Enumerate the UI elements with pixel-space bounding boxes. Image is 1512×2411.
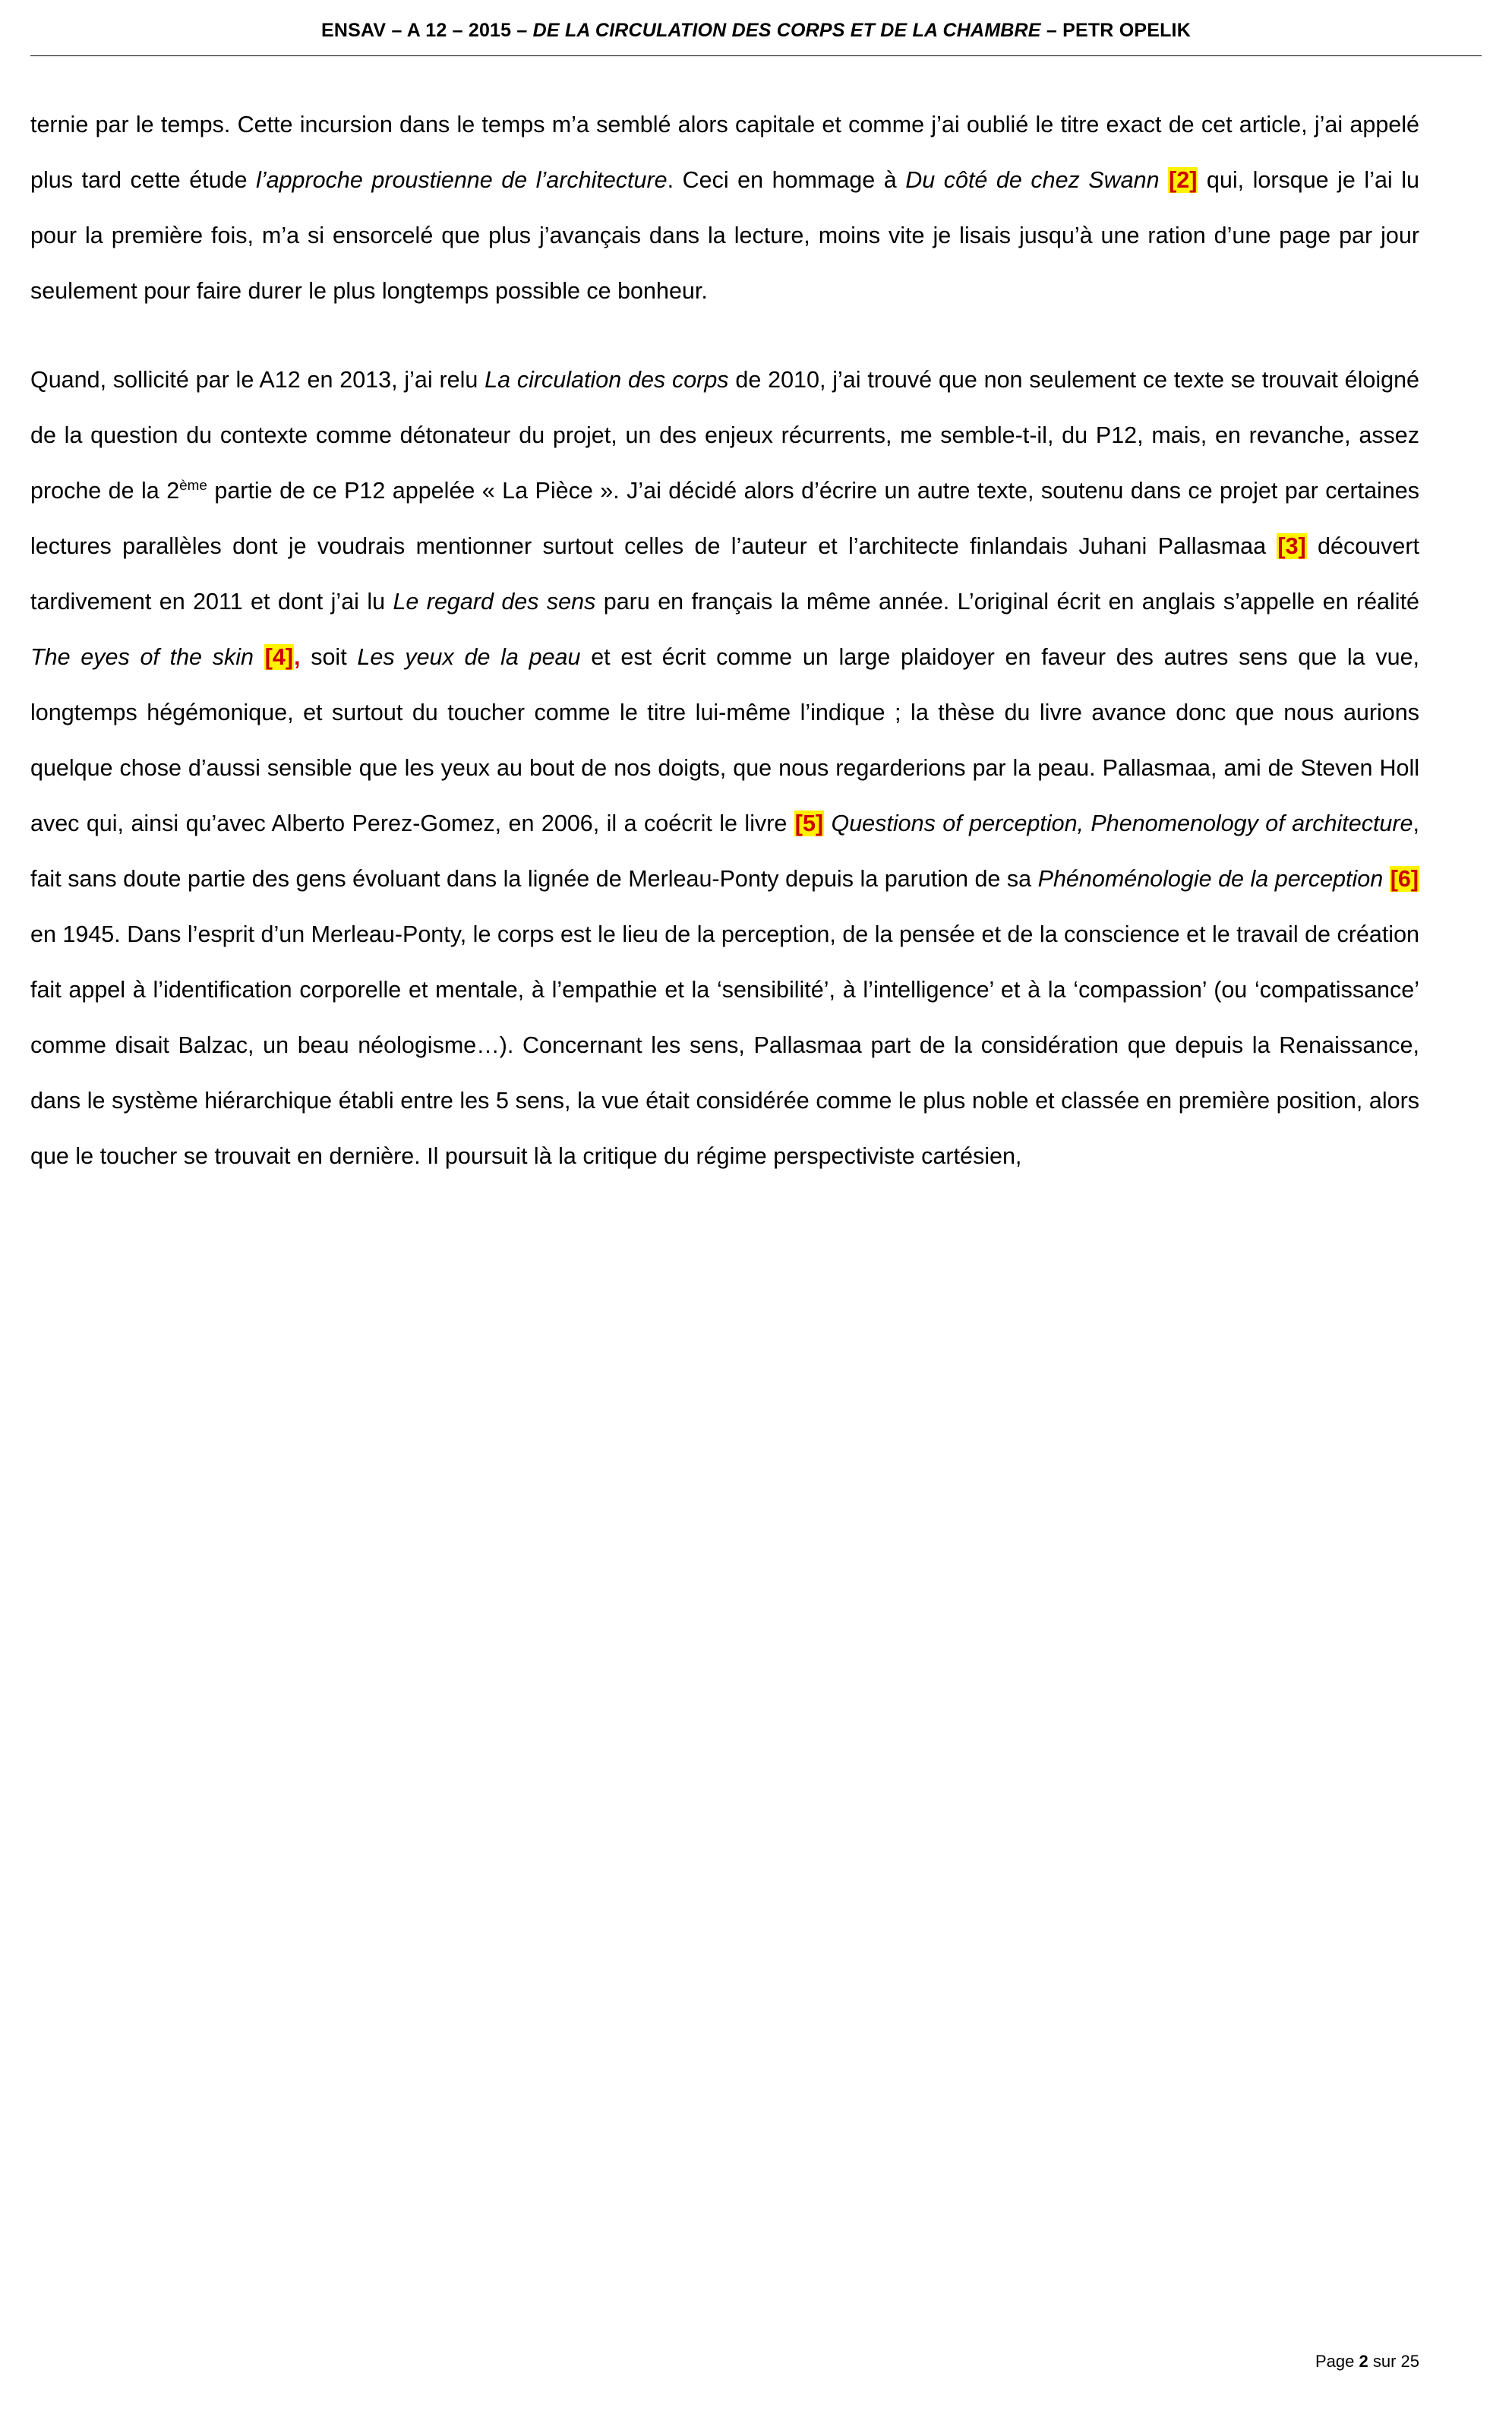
italic-run: l’approche proustienne de l’architecture xyxy=(256,167,668,193)
text-run: de 2010, j’ai trouvé que non seulement ce texte se trouvait éloigné de la question du contexte comme détonateur du projet, un des enjeux récurrents, me semble-t-il, du P12, mais, en revanche, assez proche de la 2 xyxy=(30,367,1419,504)
italic-run: Questions of perception, Phenomenology of architecture xyxy=(831,811,1413,836)
header-title: DE LA CIRCULATION DES CORPS ET DE LA CHAMBRE xyxy=(532,20,1041,41)
text-run xyxy=(824,811,831,836)
footer-prefix: Page xyxy=(1315,2352,1359,2371)
italic-run: The eyes of the skin xyxy=(30,644,254,670)
text-run: , fait sans doute partie des gens évoluant dans la lignée de Merleau-Ponty depuis la parution de sa xyxy=(30,811,1419,892)
text-run: ternie par le temps. Cette incursion dans le temps m’a semblé alors capitale et comme j’ai oublié le titre exact de cet article, j’ai appelé plus tard cette étude xyxy=(30,112,1419,193)
superscript-run: ème xyxy=(179,477,207,494)
text-run: et est écrit comme un large plaidoyer en faveur des autres sens que la vue, longtemps hégémonique, et surtout du toucher comme le titre lui-même l’indique ; la thèse du livre avance donc que nous aurions quelque chose d’aussi sensible que les yeux au bout de nos doigts, que nous regarderions par la peau. Pallasmaa, ami de Steven Holl avec qui, ainsi qu’avec Alberto Perez-Gomez, en 2006, il a coécrit le livre xyxy=(30,644,1420,836)
text-run: soit xyxy=(300,644,358,670)
reference-marker: [6] xyxy=(1390,866,1419,892)
text-run: qui, lorsque je l’ai lu pour la première fois, m’a si ensorcelé que plus j’avançais dans la lecture, moins vite je lisais jusqu’à une ration d’une page par jour seulement pour faire durer le plus longtemps possible ce bonheur. xyxy=(30,167,1419,304)
footer-page-number: 2 xyxy=(1359,2352,1368,2371)
footer-suffix: sur 25 xyxy=(1368,2352,1419,2371)
paragraph-1 xyxy=(30,97,1419,319)
header-suffix: – PETR OPELIK xyxy=(1040,20,1191,41)
text-run: partie de ce P12 appelée « La Pièce ». J’ai décidé alors d’écrire un autre texte, soutenu dans ce projet par certaines lectures parallèles dont je voudrais mentionner surtout celles de l’auteur et l’architecte finlandais Juhani Pallasmaa xyxy=(30,478,1419,559)
reference-marker: [5] xyxy=(794,811,824,836)
italic-run: Le regard des sens xyxy=(393,589,596,615)
text-run xyxy=(1383,866,1390,892)
text-run xyxy=(254,644,264,670)
text-run: . Ceci en hommage à xyxy=(667,167,906,193)
text-run: en 1945. Dans l’esprit d’un Merleau-Ponty, le corps est le lieu de la perception, de la pensée et de la conscience et le travail de création fait appel à l’identification corporelle et mentale, à l’empathie et la ‘sensibilité’, à l’intelligence’ et à la ‘compassion’ (ou ‘compatissance’ comme disait Balzac, un beau néologisme…). Concernant les sens, Pallasmaa part de la considération que depuis la Renaissance, dans le système hiérarchique établi entre les 5 sens, la vue était considérée comme le plus noble et classée en première position, alors que le toucher se trouvait en dernière. Il poursuit là la critique du régime perspectiviste cartésien, xyxy=(30,921,1419,1169)
header-divider xyxy=(30,55,1482,56)
reference-marker: [4] xyxy=(264,644,293,670)
header-prefix: ENSAV – A 12 – 2015 – xyxy=(321,20,533,41)
italic-run: Du côté de chez Swann xyxy=(905,167,1160,193)
text-run: Quand, sollicité par le A12 en 2013, j’ai relu xyxy=(30,367,485,393)
italic-run: La circulation des corps xyxy=(485,367,729,393)
page-footer xyxy=(1315,2352,1419,2372)
document-body xyxy=(0,97,1512,1184)
paragraph-2 xyxy=(30,352,1419,1184)
reference-marker: [2] xyxy=(1169,167,1198,193)
reference-marker: [3] xyxy=(1277,533,1306,559)
italic-run: Phénoménologie de la perception xyxy=(1037,866,1384,892)
reference-punctuation: , xyxy=(294,644,301,670)
text-run xyxy=(1160,167,1169,193)
text-run: découvert tardivement en 2011 et dont j’ai lu xyxy=(30,533,1420,615)
text-run: paru en français la même année. L’original écrit en anglais s’appelle en réalité xyxy=(595,589,1420,615)
italic-run: Les yeux de la peau xyxy=(357,644,581,670)
page-header xyxy=(0,0,1512,48)
